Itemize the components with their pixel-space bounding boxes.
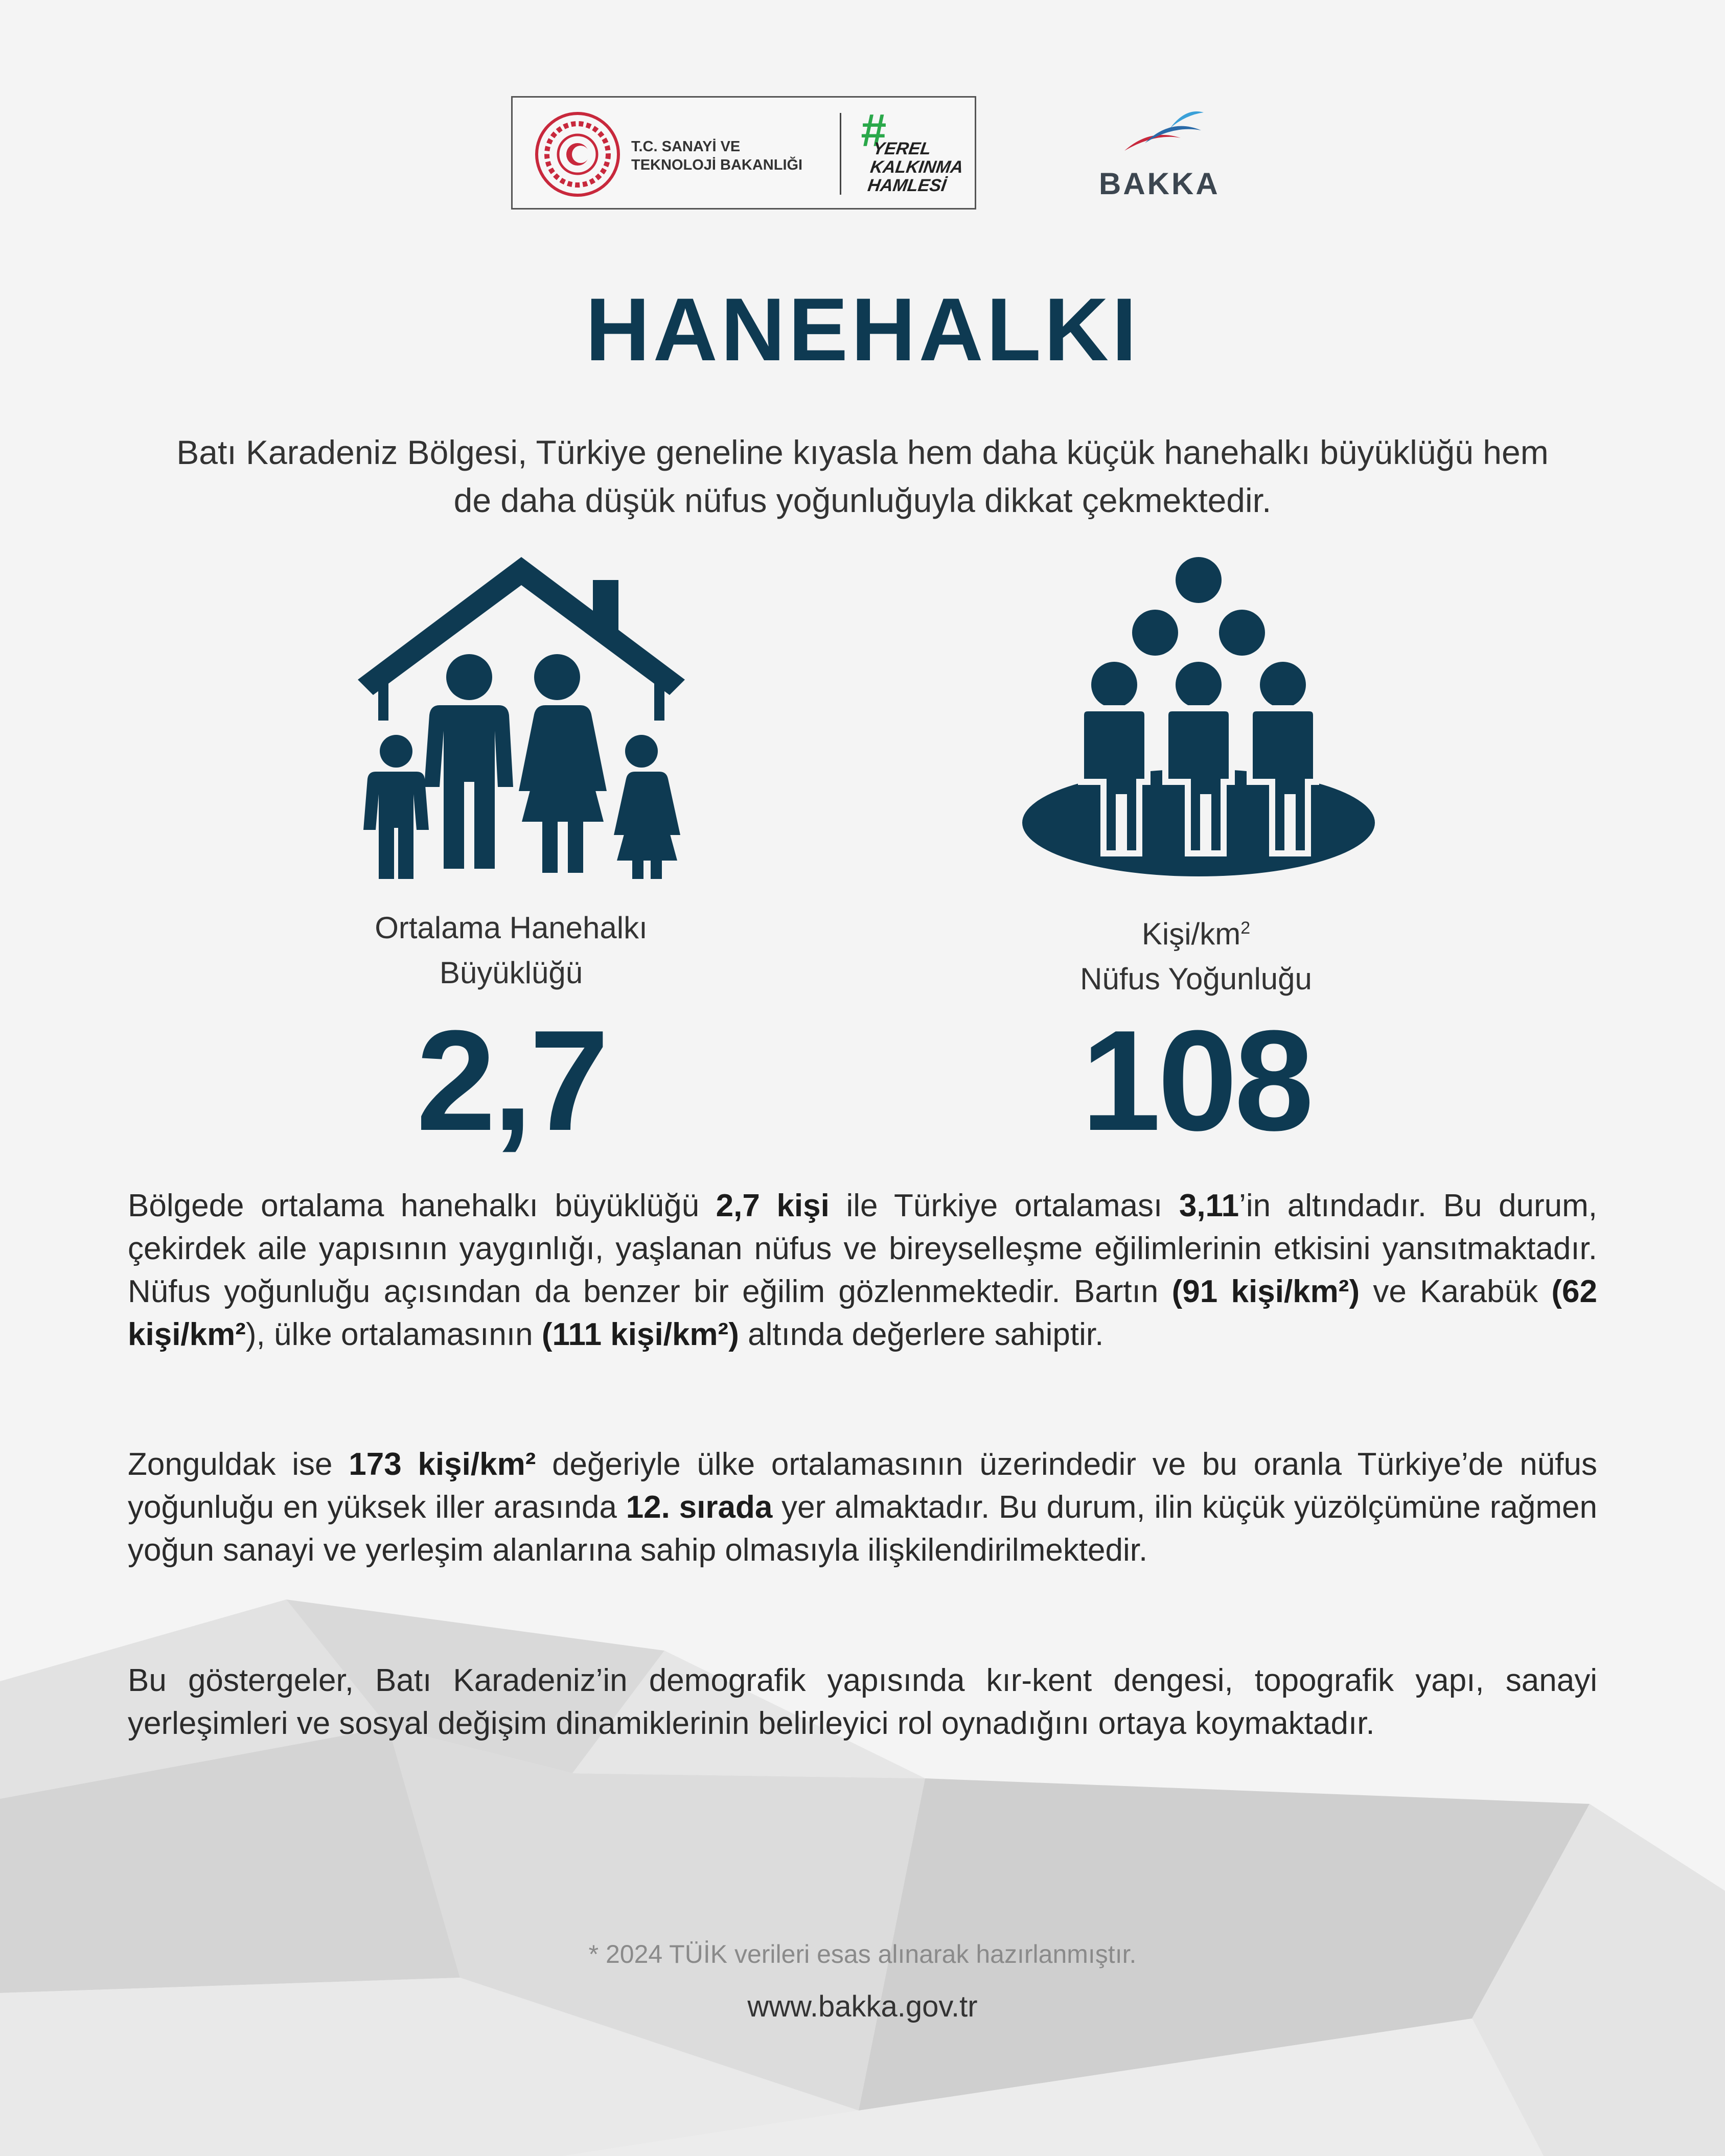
p1-bold-4: (62 kişi/km² <box>128 1274 1597 1352</box>
p1-bold-5: (111 kişi/km²) <box>541 1317 739 1352</box>
p1-bold-3: (91 kişi/km²) <box>1171 1274 1360 1309</box>
ministry-logo-box <box>511 96 976 210</box>
agency-name: BAKKA <box>1099 167 1220 201</box>
household-size-label <box>281 906 741 995</box>
population-density-unit <box>966 906 1426 957</box>
website-link[interactable]: www.bakka.gov.tr <box>747 1990 978 2023</box>
p1-text-6: altında değerlere sahiptir. <box>739 1317 1104 1352</box>
page-title: HANEHALKI <box>585 280 1140 380</box>
p3-text-1: Bu göstergeler, Batı Karadeniz’in demografik yapısında kır-kent dengesi, topografik yapı, sanayi yerleşimleri ve sosyal değişim dinamiklerinin belirleyici rol oynadığını ortaya koymaktadır. <box>128 1663 1597 1741</box>
bakka-logo <box>1094 102 1227 204</box>
campaign-name: YEREL KALKINMA HAMLESİ <box>866 139 964 195</box>
source-footnote: * 2024 TÜİK verileri esas alınarak hazırlanmıştır. <box>588 1940 1137 1968</box>
logo-divider <box>840 113 841 195</box>
p2-bold-1: 173 kişi/km² <box>349 1447 536 1482</box>
p2-text-1: Zonguldak ise <box>128 1447 349 1482</box>
population-density-value: 108 <box>1081 1001 1311 1161</box>
p1-text-5: ), ülke ortalamasının <box>245 1317 542 1352</box>
p1-text-1: Bölgede ortalama hanehalkı büyüklüğü <box>128 1188 716 1223</box>
paragraph-conclusion <box>128 1659 1597 1745</box>
p1-text-3: ’in altındadır. Bu durum, çekirdek aile yapısının yaygınlığı, yaşlanan nüfus ve bireyselleşme eğilimlerinin etkisini yansıtmaktadır. Nüfus yoğunluğu açısından da benzer bir eğilim gözlenmektedir. Bartın <box>128 1188 1597 1309</box>
p1-bold-2: 3,11 <box>1179 1188 1239 1223</box>
density-unit-text: Kişi/km <box>1141 917 1241 951</box>
p1-bold-1: 2,7 kişi <box>716 1188 830 1223</box>
p1-text-2: ile Türkiye ortalaması <box>829 1188 1179 1223</box>
population-density-label <box>966 906 1426 1002</box>
family-house-icon <box>358 557 685 879</box>
density-unit-sup: 2 <box>1240 918 1251 938</box>
p2-text-2: değeriyle ülke ortalamasının üzerindedir ve bu oranla Türkiye’de nüfus yoğunluğu en yüksek iller arasında <box>128 1447 1597 1525</box>
population-density-label-line2: Nüfus Yoğunluğu <box>1080 962 1312 996</box>
bakka-wings-icon <box>1114 102 1216 164</box>
crowd-population-icon <box>1020 557 1377 879</box>
household-size-value: 2,7 <box>416 1001 606 1161</box>
paragraph-household <box>128 1185 1597 1356</box>
household-size-label-line2: Büyüklüğü <box>439 956 583 990</box>
intro-text: Batı Karadeniz Bölgesi, Türkiye geneline kıyasla hem daha küçük hanehalkı büyüklüğü hem de daha düşük nüfus yoğunluğuyla dikkat çekmektedir. <box>176 433 1549 519</box>
p2-text-3: yer almaktadır. Bu durum, ilin küçük yüzölçümüne rağmen yoğun sanayi ve yerleşim alanlarına sahip olmasıyla ilişkilendirilmektedir. <box>128 1490 1597 1568</box>
household-size-label-line1: Ortalama Hanehalkı <box>375 911 648 945</box>
p1-text-4: ve Karabük <box>1360 1274 1552 1309</box>
ministry-seal-icon <box>534 111 621 198</box>
p2-bold-2: 12. sırada <box>626 1490 773 1525</box>
ministry-name: T.C. SANAYİ VE TEKNOLOJİ BAKANLIĞI <box>631 138 803 173</box>
paragraph-zonguldak <box>128 1443 1597 1572</box>
campaign-hash-icon: # <box>860 105 886 156</box>
